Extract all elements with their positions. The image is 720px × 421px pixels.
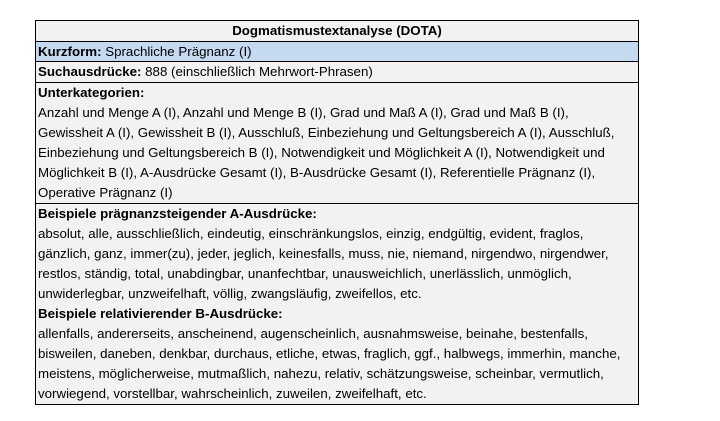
beispiele-row — [36, 204, 638, 404]
unterkategorien-heading: Unterkategorien: — [38, 85, 145, 100]
beispiele-a-text: absolut, alle, ausschließlich, eindeutig, einschränkungslos, einzig, endgültig, evident, fraglos, gänzlich, ganz, immer(zu), jeder, jeglich, keinesfalls, muss, nie, niemand, nirgendwo, nirgendwer, restlos, ständig, total, unabdingbar, unanfechtbar, unausweichlich, unerlässlich, unmöglich, unwiderlegbar, unzweifelhaft, völlig, zwangsläufig, zweifellos, etc. — [38, 226, 609, 301]
kurzform-value: Sprachliche Prägnanz (I) — [101, 44, 252, 59]
kurzform-label: Kurzform: — [38, 44, 102, 59]
dota-table — [35, 20, 639, 405]
suchausdruecke-row — [36, 62, 638, 83]
suchausdruecke-label: Suchausdrücke: — [38, 64, 142, 79]
suchausdruecke-value: 888 (einschließlich Mehrwort-Phrasen) — [141, 64, 373, 79]
kurzform-row — [36, 42, 638, 62]
unterkategorien-text: Anzahl und Menge A (I), Anzahl und Menge B (I), Grad und Maß A (I), Grad und Maß B (I), Gewissheit A (I), Gewissheit B (I), Ausschluß, Einbeziehung und Geltungsbereich A (I), Ausschluß, Einbeziehung und Geltungsbereich B (I), Notwendigkeit und Möglichkeit A (I), Notwendigkeit und Möglichkeit B (I), A-Ausdrücke Gesamt (I), B-Ausdrücke Gesamt (I), Referentielle Prägnanz (I), Operative Prägnanz (I) — [38, 105, 615, 200]
beispiele-b-heading: Beispiele relativierender B-Ausdrücke: — [38, 306, 283, 321]
beispiele-b-text: allenfalls, andererseits, anscheinend, augenscheinlich, ausnahmsweise, beinahe, bestenfalls, bisweilen, daneben, denkbar, durchaus, etliche, etwas, fraglich, ggf., halbwegs, immerhin, manche, meistens, möglicherweise, mutmaßlich, nahezu, relativ, schätzungsweise, scheinbar, vermutlich, vorwiegend, vorstellbar, wahrscheinlich, zuweilen, zweifelhaft, etc. — [38, 326, 621, 401]
beispiele-a-heading: Beispiele prägnanzsteigender A-Ausdrücke: — [38, 206, 317, 221]
unterkategorien-row — [36, 83, 638, 204]
table-title: Dogmatismustextanalyse (DOTA) — [36, 21, 638, 42]
